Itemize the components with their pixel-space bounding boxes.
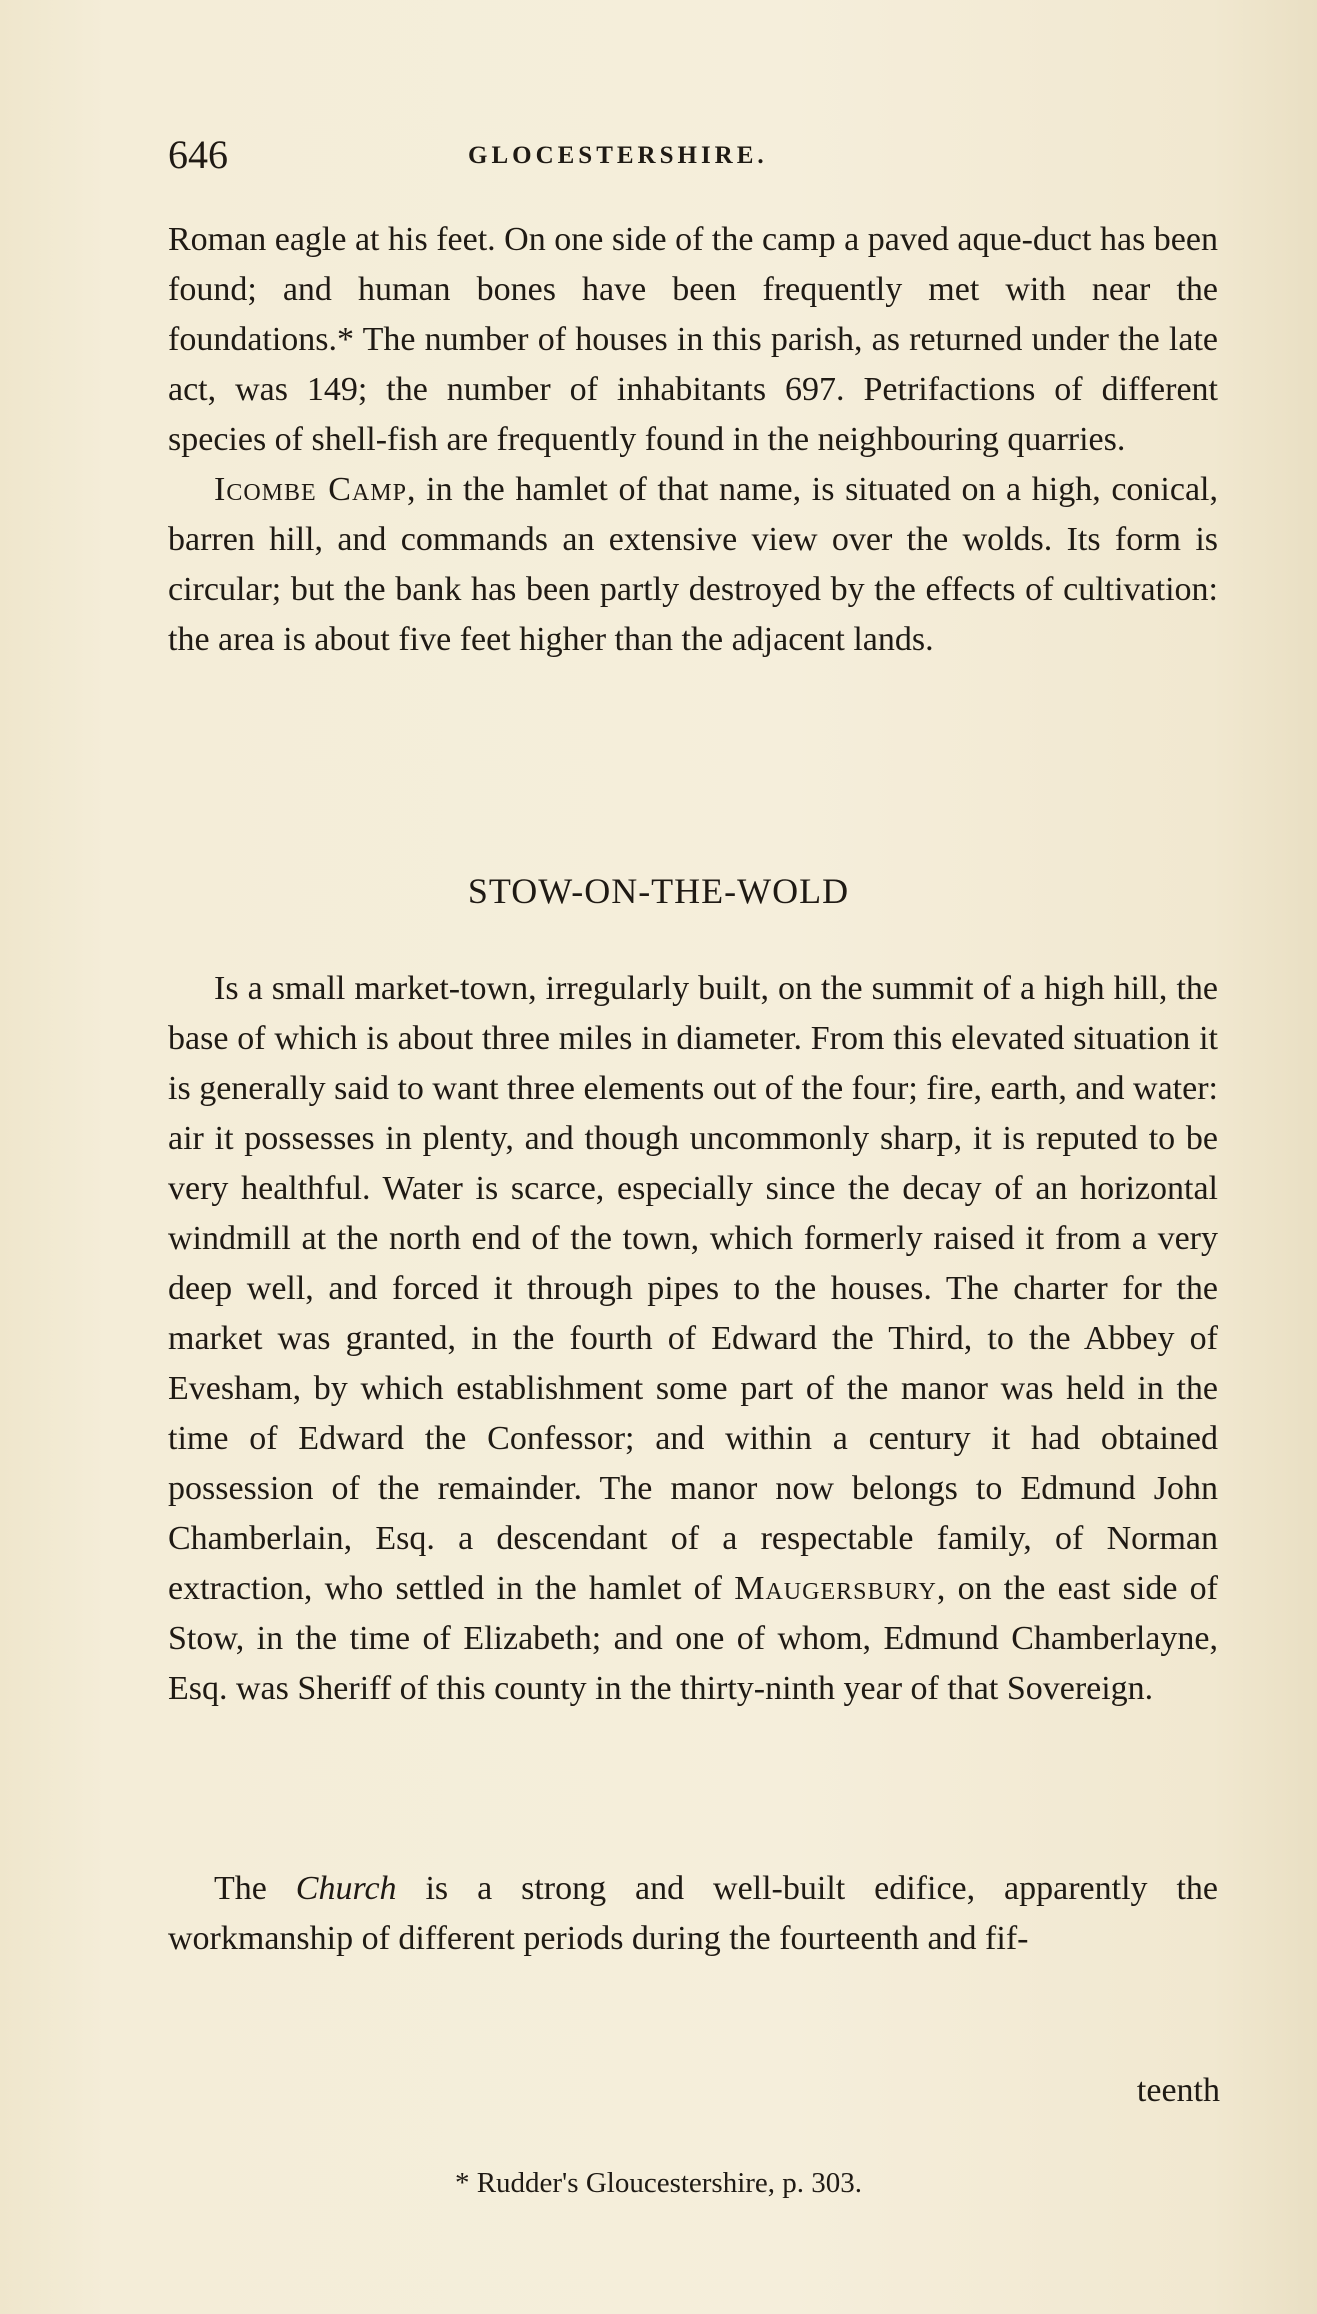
paragraph-text: Roman eagle at his feet. On one side of the camp a paved aque-duct has been found; and human bones have been frequently met with near the foundations.* The number of houses in this parish, as returned under the late act, was 149; the number of inhabitants 697. Petrifactions of different species of shell-fish are frequently found in the neighbouring quarries. <box>168 221 1218 458</box>
place-name-icombe: Icombe Camp <box>214 471 407 508</box>
paragraph-body-end: is a strong and well-built edifice, apparently the workmanship of different periods during the fourteenth and fif- <box>168 1870 1219 1957</box>
paragraph-church <box>168 1864 1218 1964</box>
section-title: STOW-ON-THE-WOLD <box>467 871 850 911</box>
paragraph-body: , in the hamlet of that name, is situated on a high, conical, barren hill, and commands an extensive view over the wolds. Its form is circular; but the bank has been partly destroyed by the effects of cultivation: the area is about five feet higher than the adjacent lands. <box>168 471 1218 658</box>
page-header <box>168 130 1208 180</box>
running-head: GLOCESTERSHIRE. <box>468 142 768 169</box>
paragraph-text <box>168 1864 1218 1964</box>
footnote: * Rudder's Gloucestershire, p. 303. <box>454 2167 863 2199</box>
paragraph-icombe-camp <box>168 465 1218 665</box>
page-number: 646 <box>168 132 228 177</box>
paragraph-body-end: , on the east side of Stow, in the time of Elizabeth; and one of whom, Edmund Chamberlayne, Esq. was Sheriff of this county in the thirty-ninth year of that Sovereign. <box>168 1570 1218 1707</box>
paragraph-body-start: Is a small market-town, irregularly built, on the summit of a high hill, the base of which is about three miles in diameter. From this elevated situation it is generally said to want three elements out of the four; fire, earth, and water: air it possesses in plenty, and though uncommonly sharp, it is reputed to be very healthful. Water is scarce, especially since the decay of an horizontal windmill at the north end of the town, which formerly raised it from a very deep well, and forced it through pipes to the houses. The charter for the market was granted, in the fourth of Edward the Third, to the Abbey of Evesham, by which establishment some part of the manor was held in the time of Edward the Confessor; and within a century it had obtained possession of the remainder. The manor now belongs to Edmund John Chamberlain, Esq. a descendant of a respectable family, of Norman extraction, who settled in the hamlet of <box>168 970 1218 1607</box>
paragraph-stow-description <box>168 964 1218 1714</box>
church-word: Church <box>295 1870 397 1907</box>
paragraph-text <box>168 964 1218 1714</box>
paragraph-text <box>168 465 1218 665</box>
place-name-maugersbury: Maugersbury <box>734 1570 937 1607</box>
paragraph-roman-camp <box>168 215 1218 465</box>
catchword: teenth <box>1136 2072 1220 2109</box>
paragraph-body-start: The <box>214 1870 296 1907</box>
